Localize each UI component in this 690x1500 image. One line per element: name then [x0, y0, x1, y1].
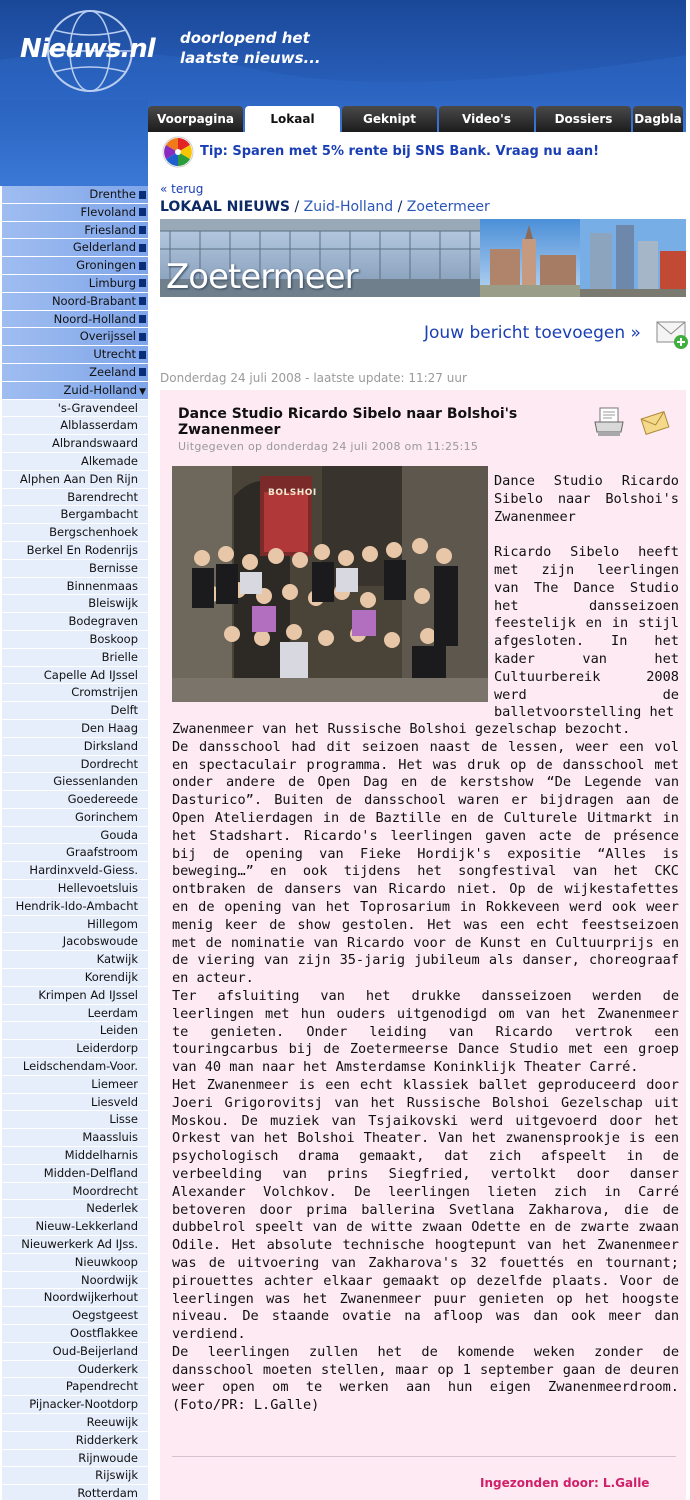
nav-region-item[interactable] [2, 311, 148, 329]
nav-city-item[interactable]: Nieuwkoop [2, 1254, 148, 1272]
nav-city-item[interactable]: Binnenmaas [2, 578, 148, 596]
article-intro [494, 473, 679, 722]
nav-region-label: Noord-Holland [53, 311, 136, 326]
nav-city-item[interactable]: Gorinchem [2, 809, 148, 827]
nav-city-item[interactable]: Delft [2, 702, 148, 720]
nav-city-item[interactable]: Rijswijk [2, 1467, 148, 1485]
nav-city-item[interactable]: Bodegraven [2, 613, 148, 631]
nav-city-item[interactable]: Dordrecht [2, 756, 148, 774]
nav-city-item[interactable]: Papendrecht [2, 1378, 148, 1396]
nav-region-item[interactable] [2, 204, 148, 222]
nav-city-item[interactable]: Ouderkerk [2, 1361, 148, 1379]
nav-city-item[interactable]: Cromstrijen [2, 684, 148, 702]
tab-lokaal[interactable]: Lokaal [245, 106, 340, 132]
nav-region-label: Gelderland [72, 240, 136, 255]
nav-city-item[interactable]: Liemeer [2, 1076, 148, 1094]
nav-region-label: Zeeland [89, 364, 136, 379]
nav-city-item[interactable]: Liesveld [2, 1094, 148, 1112]
article-photo [172, 466, 488, 702]
nav-city-item[interactable]: Leiden [2, 1022, 148, 1040]
article-intro-heading: Dance Studio Ricardo Sibelo naar Bolshoi's Zwanenmeer [494, 473, 679, 525]
nav-city-item[interactable]: Hellevoetsluis [2, 880, 148, 898]
nav-region-label: Flevoland [80, 204, 136, 219]
back-link[interactable]: « terug [160, 182, 204, 196]
nav-city-item[interactable]: Katwijk [2, 951, 148, 969]
nav-region-item[interactable] [2, 222, 148, 240]
region-marker-icon [139, 368, 146, 376]
nav-city-item[interactable]: Rijnwoude [2, 1450, 148, 1468]
nav-city-item[interactable]: Hendrik-Ido-Ambacht [2, 898, 148, 916]
nav-region-item[interactable] [2, 257, 148, 275]
nav-city-item[interactable]: Brielle [2, 649, 148, 667]
banner-title: Zoetermeer [166, 257, 358, 297]
nav-region-label: Groningen [76, 258, 136, 273]
print-icon[interactable] [592, 406, 626, 440]
region-marker-icon [139, 191, 146, 199]
nav-city-item[interactable]: Gouda [2, 827, 148, 845]
article-title: Dance Studio Ricardo Sibelo naar Bolshoi's Zwanenmeer [178, 406, 518, 438]
left-header-band [0, 100, 148, 186]
nav-region-label: Friesland [84, 222, 136, 237]
tab-videos[interactable]: Video's [439, 106, 534, 132]
nav-region-item[interactable] [2, 382, 148, 400]
nav-region-item[interactable] [2, 186, 148, 204]
nav-city-item[interactable]: Nederlek [2, 1200, 148, 1218]
email-icon[interactable] [640, 408, 670, 438]
breadcrumb-root[interactable]: LOKAAL NIEUWS [160, 199, 291, 215]
nav-city-item[interactable]: Oud-Beijerland [2, 1343, 148, 1361]
region-marker-icon [139, 333, 146, 341]
nav-city-item[interactable]: Pijnacker-Nootdorp [2, 1396, 148, 1414]
nav-city-item[interactable]: Nieuwerkerk Ad IJss. [2, 1236, 148, 1254]
sponsor-tip[interactable] [162, 136, 682, 170]
submitted-by: Ingezonden door: L.Galle [480, 1476, 650, 1490]
nav-city-item[interactable]: Hardinxveld-Giess. [2, 862, 148, 880]
article-paragraph: De leerlingen zullen het de komende weken zonder de dansschool moeten stellen, maar op 1 september gaan de deuren weer open om te werken aan hun eigen Zwanenmeerdroom.(Foto/PR: L.Galle) [172, 1343, 679, 1414]
nav-city-item[interactable]: Reeuwijk [2, 1414, 148, 1432]
region-marker-icon [139, 315, 146, 323]
nav-city-item[interactable]: Giessenlanden [2, 773, 148, 791]
article-published-date: Uitgegeven op donderdag 24 juli 2008 om 11:25:15 [178, 440, 479, 453]
chevron-down-icon: ▼ [139, 386, 146, 397]
nav-region-item[interactable] [2, 293, 148, 311]
tab-geknipt[interactable]: Geknipt [342, 106, 437, 132]
region-marker-icon [139, 351, 146, 359]
nav-city-item[interactable]: Korendijk [2, 969, 148, 987]
nav-city-item[interactable]: Albrandswaard [2, 435, 148, 453]
nav-city-item[interactable]: Goedereede [2, 791, 148, 809]
article-paragraph: Het Zwanenmeer is een echt klassiek ballet geproduceerd door Joeri Grigorovitsj van het Russische Bolshoi Gezelschap uit Moskou. De muziek van Tsjaikovski werd uitgevoerd door het Orkest van het Bolshoi Theater. Van het zwanensprookje is een psychologisch drama gemaakt, dat zich afspeelt in de verbeelding van prins Siegfried, vertolkt door danser Alexander Volchkov. De leerlingen lieten zich in Carré betoveren door prima ballerina Svetlana Zakharova, die de dubbelrol speelt van de witte zwaan Odette en de zwarte zwaan Odile. Het absolute technische hoogtepunt van het Zwanenmeer was de uitvoering van Zakharova's 32 fouettés en tournant; pirouettes achter elkaar gemaakt op dezelfde plaats. Voor de leerlingen was het Zwanenmeer puur genieten op het hoogste niveau. De staande ovatie na afloop was dan ook meer dan verdiend. [172, 1076, 679, 1343]
region-marker-icon [139, 208, 146, 216]
nav-city-item[interactable]: Maassluis [2, 1129, 148, 1147]
region-marker-icon [139, 279, 146, 287]
nav-city-item[interactable]: Leidschendam-Voor. [2, 1058, 148, 1076]
envelope-add-icon[interactable] [655, 316, 689, 352]
article-body [172, 721, 679, 1415]
nav-city-item[interactable]: Alkemade [2, 453, 148, 471]
article-intro-paragraph: Ricardo Sibelo heeft met zijn leerlingen van The Dance Studio het dansseizoen feestelijk en in stijl afgesloten. In het kader van het Cultuurbereik 2008 werd de balletvoorstelling het [494, 544, 679, 721]
nav-city-item[interactable]: 's-Gravendeel [2, 400, 148, 418]
nav-city-item[interactable]: Dirksland [2, 738, 148, 756]
nav-city-item[interactable]: Middelharnis [2, 1147, 148, 1165]
city-banner [160, 219, 686, 297]
nav-city-item[interactable]: Midden-Delfland [2, 1165, 148, 1183]
tagline-line-1: doorlopend het [180, 29, 310, 47]
tab-dossiers[interactable]: Dossiers [536, 106, 631, 132]
breadcrumb-separator: / [294, 199, 304, 215]
nav-city-item[interactable]: Capelle Ad IJssel [2, 667, 148, 685]
nav-city-item[interactable]: Hillegom [2, 916, 148, 934]
nav-region-label: Utrecht [93, 347, 136, 362]
breadcrumb-city[interactable]: Zoetermeer [406, 199, 490, 215]
nav-region-item[interactable] [2, 275, 148, 293]
breadcrumb-separator: / [397, 199, 407, 215]
nav-city-item[interactable]: Lisse [2, 1111, 148, 1129]
nav-region-item[interactable] [2, 364, 148, 382]
nav-city-item[interactable]: Alphen Aan Den Rijn [2, 471, 148, 489]
tab-dagbladen[interactable]: Dagbla [633, 106, 683, 132]
nav-region-label: Noord-Brabant [51, 293, 136, 308]
region-marker-icon [139, 297, 146, 305]
nav-city-item[interactable]: Leiderdorp [2, 1040, 148, 1058]
nav-city-item[interactable]: Boskoop [2, 631, 148, 649]
breadcrumb [160, 199, 490, 215]
nav-city-item[interactable]: Rotterdam [2, 1485, 148, 1500]
nav-city-item[interactable]: Bergschenhoek [2, 524, 148, 542]
nav-city-item[interactable]: Krimpen Ad IJssel [2, 987, 148, 1005]
nav-city-item[interactable]: Moordrecht [2, 1183, 148, 1201]
add-message-link[interactable]: Jouw bericht toevoegen » [424, 323, 641, 343]
nav-city-item[interactable]: Bergambacht [2, 506, 148, 524]
nav-city-item[interactable]: Alblasserdam [2, 417, 148, 435]
tip-text[interactable]: Tip: Sparen met 5% rente bij SNS Bank. Vraag nu aan! [200, 144, 600, 159]
nav-city-item[interactable]: Ridderkerk [2, 1432, 148, 1450]
nav-region-item[interactable] [2, 346, 148, 364]
nav-city-item[interactable]: Graafstroom [2, 844, 148, 862]
nav-region-label: Limburg [88, 275, 136, 290]
article-paragraph: Ter afsluiting van het drukke dansseizoen werden de leerlingen met hun ouders uitgenodigd om van het Zwanenmeer te genieten. Onder leiding van Ricardo vertrok een touringcarbus bij de Zoetermeerse Dance Studio met een groep van 40 man naar het Amsterdamse Koninklijk Theater Carré. [172, 987, 679, 1076]
article-paragraph: Zwanenmeer van het Russische Bolshoi gezelschap bezocht. [172, 721, 631, 737]
nav-city-item[interactable]: Den Haag [2, 720, 148, 738]
site-tagline [180, 28, 321, 68]
nav-city-item[interactable]: Nieuw-Lekkerland [2, 1218, 148, 1236]
article-photo-image [172, 466, 488, 702]
article-divider [172, 1456, 676, 1457]
nav-city-item[interactable]: Jacobswoude [2, 933, 148, 951]
nav-city-item[interactable]: Bleiswijk [2, 595, 148, 613]
dateline: Donderdag 24 juli 2008 - laatste update: 11:27 uur [160, 371, 467, 385]
site-logo[interactable]: Nieuws.nl [20, 34, 155, 64]
region-marker-icon [139, 262, 146, 270]
nav-city-item[interactable]: Oegstgeest [2, 1307, 148, 1325]
pinwheel-icon [162, 136, 194, 168]
nav-city-item[interactable]: Oostflakkee [2, 1325, 148, 1343]
nav-region-label: Overijssel [79, 329, 136, 344]
main-tabs [148, 106, 683, 132]
photo-poster-text: BOLSHOI [268, 488, 317, 498]
article-paragraph: De dansschool had dit seizoen naast de lessen, weer een vol en spectaculair programma. Het was druk op de dansschool met onder andere de Open Dag en de kerstshow “De Legende van Dasturico”. Buiten de dansschool waren er bijdragen aan de Open Atelierdagen in de Baztille en de Culturele Uitmarkt in het Stadshart. Ricardo's leerlingen gaven acte de présence bij de opening van Fieke Hordijk's expositie “Alles is beweging…” en ook tijdens het songfestival van het CKC ontbraken de dansers van Ricardo niet. Op de wijkestafettes en de opening van het Toprosarium in Rokkeveen werd ook weer menig keer de show gestolen. Het was een echt feestseizoen met de nominatie van Ricardo voor de Kunst en Cultuurprijs en de viering van zijn 35-jarig jubileum als danser, choreograaf en acteur. [172, 738, 679, 987]
nav-region-label: Drenthe [89, 187, 136, 201]
region-marker-icon [139, 244, 146, 252]
nav-city-item[interactable]: Berkel En Rodenrijs [2, 542, 148, 560]
site-header [0, 0, 686, 100]
nav-city-item[interactable]: Bernisse [2, 560, 148, 578]
tab-voorpagina[interactable]: Voorpagina [148, 106, 243, 132]
breadcrumb-province[interactable]: Zuid-Holland [303, 199, 394, 215]
nav-region-label: Zuid-Holland [63, 382, 138, 397]
nav-city-item[interactable]: Leerdam [2, 1005, 148, 1023]
nav-region-item[interactable] [2, 239, 148, 257]
nav-city-item[interactable]: Barendrecht [2, 489, 148, 507]
nav-city-item[interactable]: Noordwijkerhout [2, 1289, 148, 1307]
region-nav [2, 186, 148, 1500]
tagline-line-2: laatste nieuws... [180, 49, 321, 67]
nav-region-item[interactable] [2, 328, 148, 346]
nav-city-item[interactable]: Noordwijk [2, 1272, 148, 1290]
region-marker-icon [139, 226, 146, 234]
